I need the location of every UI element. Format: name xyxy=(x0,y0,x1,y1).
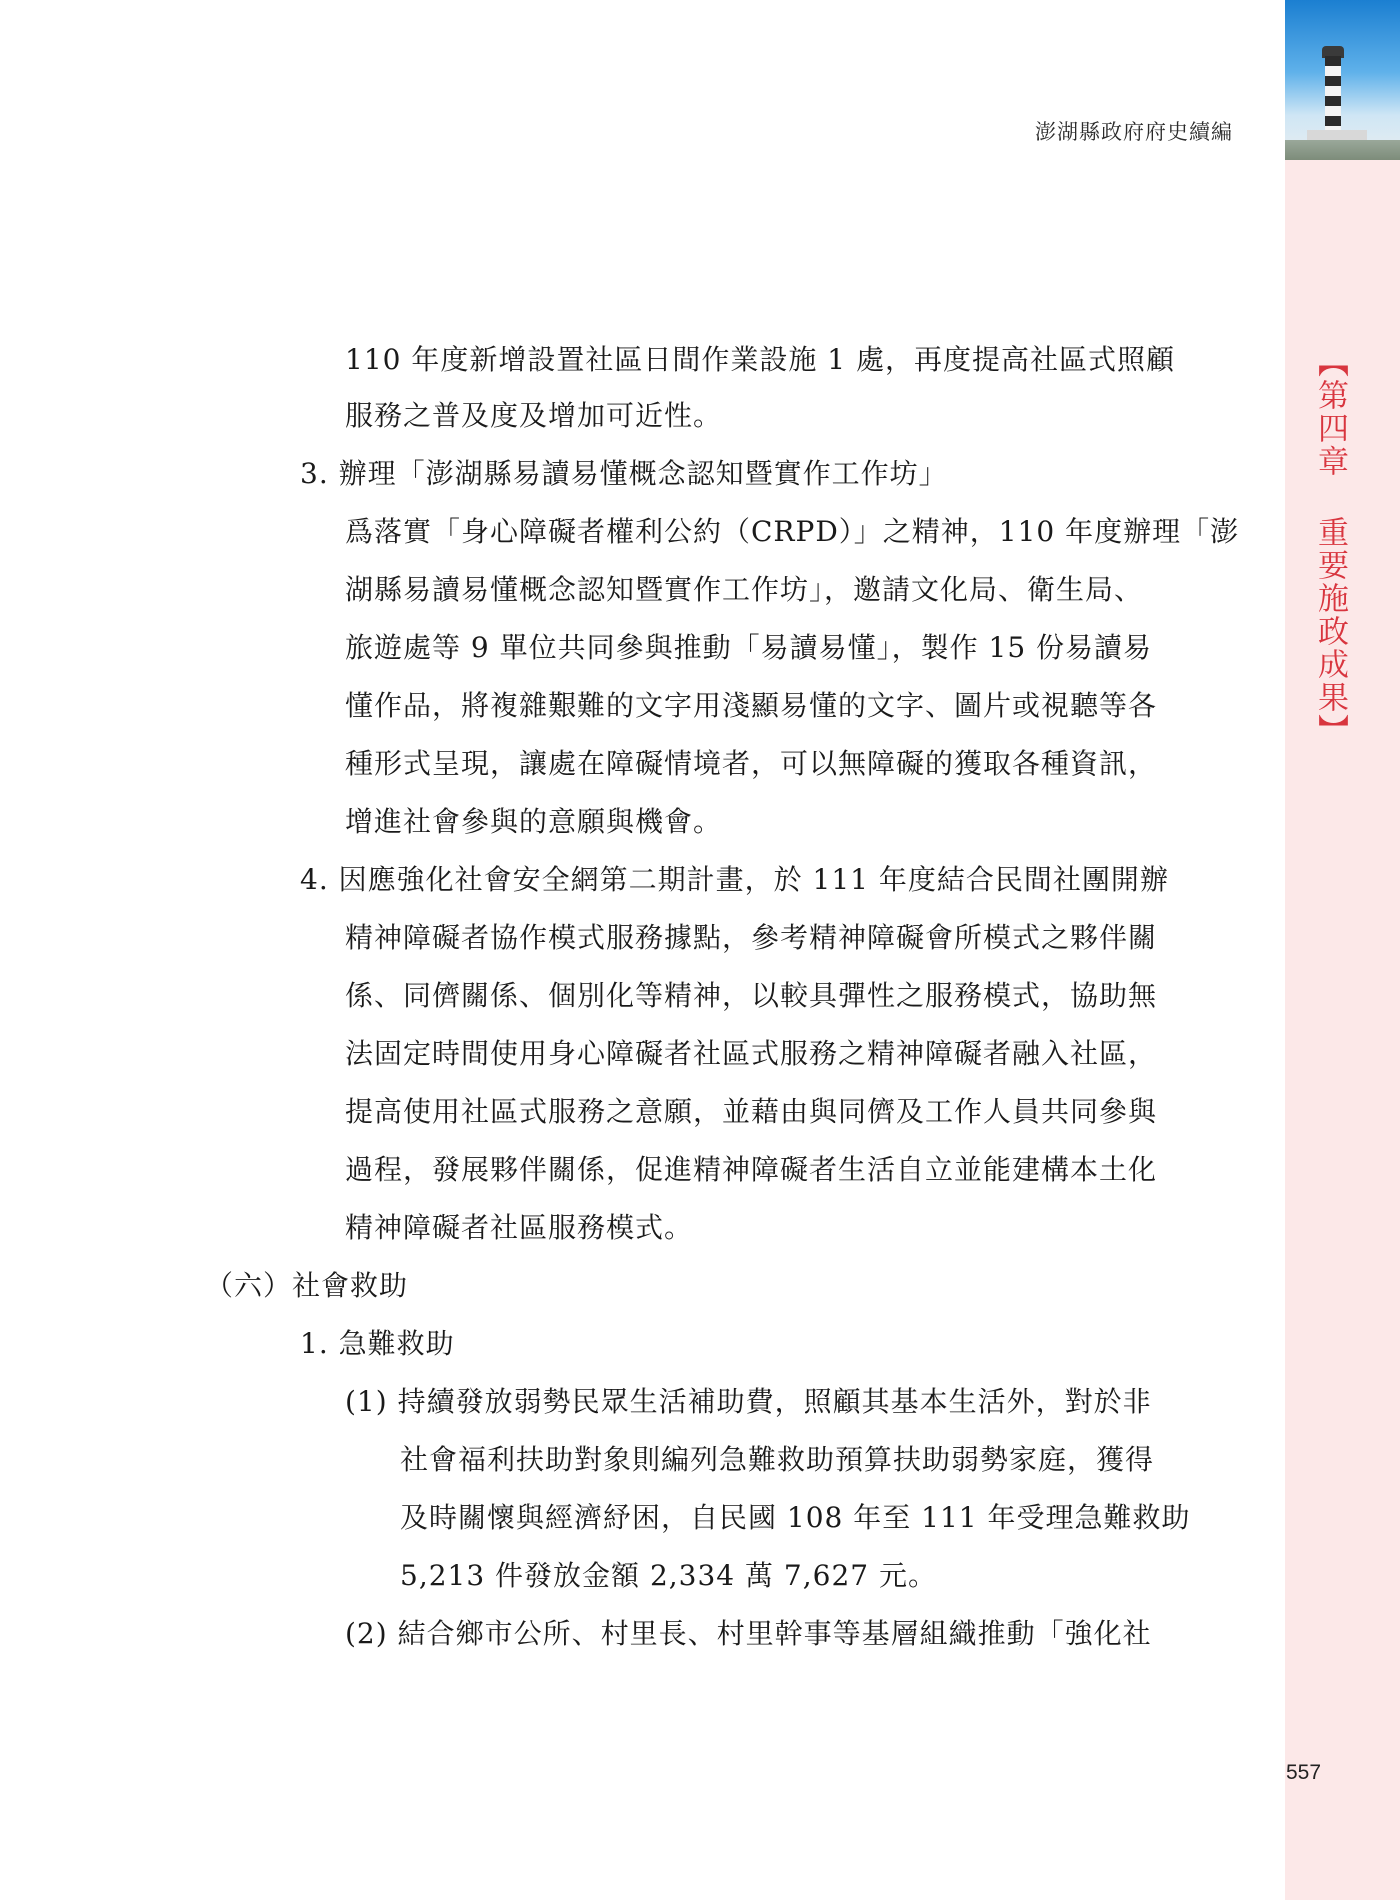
body-line: 增進社會參與的意願與機會。 xyxy=(345,805,723,838)
body-line: 及時關懷與經濟紓困，自民國 108 年至 111 年受理急難救助 xyxy=(400,1501,1191,1534)
list-heading: 4. 因應強化社會安全網第二期計畫，於 111 年度結合民間社團開辦 xyxy=(300,863,1169,896)
body-line: 110 年度新增設置社區日間作業設施 1 處，再度提高社區式照顧 xyxy=(345,343,1175,376)
sub-item-line: (2) 結合鄉市公所、村里長、村里幹事等基層組織推動「強化社 xyxy=(345,1617,1152,1650)
body-line: 法固定時間使用身心障礙者社區式服務之精神障礙者融入社區， xyxy=(345,1037,1158,1070)
running-header: 澎湖縣政府府史續編 xyxy=(1035,120,1233,144)
body-line: 社會福利扶助對象則編列急難救助預算扶助弱勢家庭，獲得 xyxy=(400,1443,1155,1476)
sub-item-line: (1) 持續發放弱勢民眾生活補助費，照顧其基本生活外，對於非 xyxy=(345,1385,1152,1418)
body-line: 湖縣易讀易懂概念認知暨實作工作坊」，邀請文化局、衛生局、 xyxy=(345,573,1144,606)
list-heading: 1. 急難救助 xyxy=(300,1327,455,1360)
page-number: 557 xyxy=(1286,1761,1322,1784)
body-line: 過程，發展夥伴關係，促進精神障礙者生活自立並能建構本土化 xyxy=(345,1153,1158,1186)
body-line: 種形式呈現，讓處在障礙情境者，可以無障礙的獲取各種資訊， xyxy=(345,747,1158,780)
list-heading: 3. 辦理「澎湖縣易讀易懂概念認知暨實作工作坊」 xyxy=(300,457,948,490)
body-line: 懂作品，將複雜艱難的文字用淺顯易懂的文字、圖片或視聽等各 xyxy=(345,689,1158,722)
section-heading: （六）社會救助 xyxy=(205,1269,409,1302)
chapter-sidebar xyxy=(1285,0,1400,1900)
body-line: 精神障礙者協作模式服務據點，參考精神障礙會所模式之夥伴關 xyxy=(345,921,1158,954)
chapter-tab: 【第四章 重要施政成果】 xyxy=(1312,346,1348,747)
body-line: 係、同儕關係、個別化等精神，以較具彈性之服務模式，協助無 xyxy=(345,979,1158,1012)
ground-strip xyxy=(1285,140,1400,160)
lighthouse-icon xyxy=(1325,56,1341,134)
body-line: 提高使用社區式服務之意願，並藉由與同儕及工作人員共同參與 xyxy=(345,1095,1158,1128)
body-line: 爲落實「身心障礙者權利公約（CRPD）」之精神，110 年度辦理「澎 xyxy=(345,515,1240,548)
body-line: 服務之普及度及增加可近性。 xyxy=(345,399,723,432)
body-line: 精神障礙者社區服務模式。 xyxy=(345,1211,694,1244)
body-line: 旅遊處等 9 單位共同參與推動「易讀易懂」，製作 15 份易讀易 xyxy=(345,631,1153,664)
lighthouse-photo xyxy=(1285,0,1400,160)
body-line: 5,213 件發放金額 2,334 萬 7,627 元。 xyxy=(400,1559,937,1592)
